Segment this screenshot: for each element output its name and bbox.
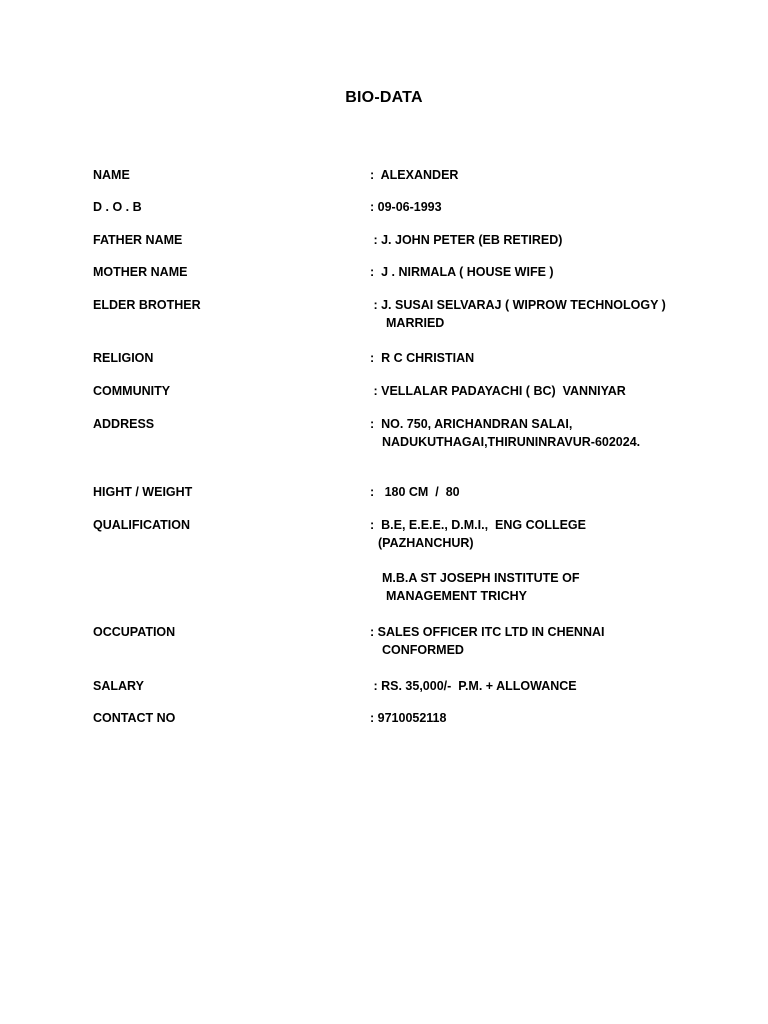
label-address: ADDRESS: [93, 417, 155, 431]
value-qualification: : B.E, E.E.E., D.M.I., ENG COLLEGE: [370, 518, 586, 532]
value-father-name: : J. JOHN PETER (EB RETIRED): [370, 233, 563, 247]
label-elder-brother: ELDER BROTHER: [93, 298, 201, 312]
value-qualification-line4: MANAGEMENT TRICHY: [386, 589, 527, 603]
label-religion: RELIGION: [93, 351, 154, 365]
value-address: : NO. 750, ARICHANDRAN SALAI,: [370, 417, 573, 431]
label-qualification: QUALIFICATION: [93, 518, 190, 532]
label-contact-no: CONTACT NO: [93, 711, 176, 725]
label-mother-name: MOTHER NAME: [93, 265, 188, 279]
label-name: NAME: [93, 168, 130, 182]
label-father-name: FATHER NAME: [93, 233, 183, 247]
value-occupation: : SALES OFFICER ITC LTD IN CHENNAI: [370, 625, 605, 639]
value-contact-no: : 9710052118: [370, 711, 447, 725]
value-qualification-line3: M.B.A ST JOSEPH INSTITUTE OF: [382, 571, 580, 585]
label-salary: SALARY: [93, 679, 144, 693]
document-title: BIO-DATA: [345, 89, 423, 106]
value-qualification-line2: (PAZHANCHUR): [378, 536, 474, 550]
label-community: COMMUNITY: [93, 384, 171, 398]
label-occupation: OCCUPATION: [93, 625, 176, 639]
label-dob: D . O . B: [93, 200, 142, 214]
value-religion: : R C CHRISTIAN: [370, 351, 475, 365]
value-community: : VELLALAR PADAYACHI ( BC) VANNIYAR: [370, 384, 626, 398]
value-height-weight: : 180 CM / 80: [370, 485, 460, 499]
value-dob: : 09-06-1993: [370, 200, 442, 214]
value-name: : ALEXANDER: [370, 168, 459, 182]
label-height-weight: HIGHT / WEIGHT: [93, 485, 193, 499]
value-occupation-line2: CONFORMED: [382, 643, 464, 657]
value-salary: : RS. 35,000/- P.M. + ALLOWANCE: [370, 679, 577, 693]
value-mother-name: : J . NIRMALA ( HOUSE WIFE ): [370, 265, 554, 279]
value-elder-brother: : J. SUSAI SELVARAJ ( WIPROW TECHNOLOGY ): [370, 298, 666, 312]
value-elder-brother-line2: MARRIED: [386, 316, 445, 330]
value-address-line2: NADUKUTHAGAI,THIRUNINRAVUR-602024.: [382, 435, 641, 449]
